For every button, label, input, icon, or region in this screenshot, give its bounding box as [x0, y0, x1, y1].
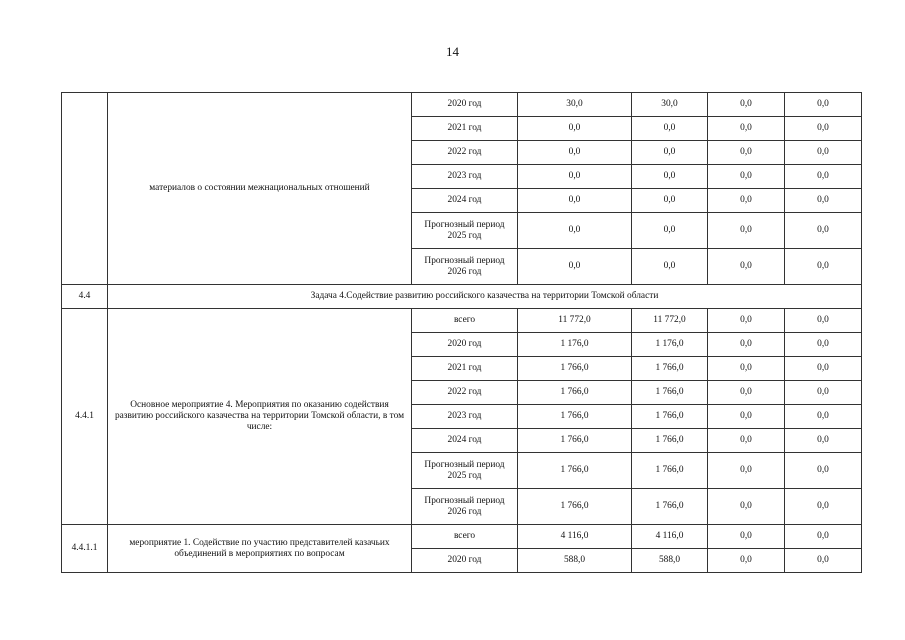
period-label: 2024 год [412, 429, 518, 453]
value-cell: 0,0 [632, 249, 708, 285]
table-row [62, 525, 862, 549]
value-cell: 0,0 [632, 117, 708, 141]
value-cell: 0,0 [785, 165, 862, 189]
value-cell: 0,0 [632, 165, 708, 189]
value-cell: 0,0 [632, 213, 708, 249]
task-row [62, 285, 862, 309]
value-cell: 0,0 [708, 249, 785, 285]
period-label: Прогнозный период 2026 год [412, 489, 518, 525]
value-cell: 0,0 [708, 141, 785, 165]
value-cell: 1 176,0 [518, 333, 632, 357]
value-cell: 1 176,0 [632, 333, 708, 357]
period-label: 2022 год [412, 141, 518, 165]
value-cell: 1 766,0 [632, 357, 708, 381]
table-row [62, 93, 862, 117]
value-cell: 0,0 [518, 141, 632, 165]
value-cell: 30,0 [632, 93, 708, 117]
period-label: Прогнозный период 2025 год [412, 453, 518, 489]
activity-name: материалов о состоянии межнациональных отношений [108, 93, 412, 285]
value-cell: 0,0 [785, 381, 862, 405]
value-cell: 1 766,0 [518, 381, 632, 405]
value-cell: 0,0 [518, 117, 632, 141]
activity-name: мероприятие 1. Содействие по участию представителей казачьих объединений в мероприятиях по вопросам [108, 525, 412, 573]
period-label: 2023 год [412, 405, 518, 429]
value-cell: 0,0 [785, 357, 862, 381]
value-cell: 1 766,0 [518, 489, 632, 525]
value-cell: 0,0 [708, 165, 785, 189]
value-cell: 1 766,0 [632, 381, 708, 405]
period-label: 2020 год [412, 333, 518, 357]
value-cell: 0,0 [708, 489, 785, 525]
value-cell: 0,0 [708, 357, 785, 381]
task-title: Задача 4.Содействие развитию российского казачества на территории Томской области [108, 285, 862, 309]
value-cell: 1 766,0 [632, 405, 708, 429]
value-cell: 0,0 [518, 213, 632, 249]
activity-name: Основное мероприятие 4. Мероприятия по оказанию содействия развитию российского казачества на территории Томской области, в том числе: [108, 309, 412, 525]
value-cell: 1 766,0 [518, 357, 632, 381]
value-cell: 0,0 [708, 429, 785, 453]
value-cell: 11 772,0 [518, 309, 632, 333]
value-cell: 0,0 [708, 453, 785, 489]
value-cell: 0,0 [785, 93, 862, 117]
value-cell: 0,0 [708, 189, 785, 213]
period-label: Прогнозный период 2026 год [412, 249, 518, 285]
value-cell: 588,0 [518, 549, 632, 573]
value-cell: 0,0 [708, 381, 785, 405]
value-cell: 0,0 [785, 405, 862, 429]
period-label: 2024 год [412, 189, 518, 213]
value-cell: 0,0 [785, 213, 862, 249]
value-cell: 1 766,0 [632, 489, 708, 525]
value-cell: 0,0 [708, 309, 785, 333]
row-code: 4.4.1.1 [62, 525, 108, 573]
value-cell: 0,0 [785, 141, 862, 165]
period-label: 2021 год [412, 117, 518, 141]
value-cell: 0,0 [518, 189, 632, 213]
value-cell: 0,0 [785, 309, 862, 333]
period-label: 2023 год [412, 165, 518, 189]
value-cell: 0,0 [785, 249, 862, 285]
budget-table [61, 92, 862, 573]
period-label: 2022 год [412, 381, 518, 405]
value-cell: 1 766,0 [632, 453, 708, 489]
value-cell: 0,0 [708, 549, 785, 573]
value-cell: 4 116,0 [632, 525, 708, 549]
value-cell: 0,0 [708, 525, 785, 549]
value-cell: 30,0 [518, 93, 632, 117]
value-cell: 0,0 [708, 117, 785, 141]
value-cell: 0,0 [632, 141, 708, 165]
value-cell: 0,0 [708, 405, 785, 429]
value-cell: 0,0 [785, 189, 862, 213]
value-cell: 0,0 [632, 189, 708, 213]
period-label: 2020 год [412, 93, 518, 117]
value-cell: 0,0 [785, 525, 862, 549]
value-cell: 0,0 [708, 93, 785, 117]
value-cell: 1 766,0 [518, 453, 632, 489]
value-cell: 4 116,0 [518, 525, 632, 549]
row-code: 4.4.1 [62, 309, 108, 525]
value-cell: 0,0 [785, 549, 862, 573]
row-code [62, 93, 108, 285]
value-cell: 0,0 [785, 489, 862, 525]
value-cell: 11 772,0 [632, 309, 708, 333]
value-cell: 0,0 [785, 117, 862, 141]
period-label: 2021 год [412, 357, 518, 381]
value-cell: 0,0 [518, 249, 632, 285]
value-cell: 0,0 [785, 333, 862, 357]
value-cell: 1 766,0 [518, 429, 632, 453]
period-label: всего [412, 309, 518, 333]
period-label: всего [412, 525, 518, 549]
value-cell: 1 766,0 [518, 405, 632, 429]
value-cell: 0,0 [785, 429, 862, 453]
value-cell: 1 766,0 [632, 429, 708, 453]
value-cell: 0,0 [708, 333, 785, 357]
period-label: Прогнозный период 2025 год [412, 213, 518, 249]
period-label: 2020 год [412, 549, 518, 573]
value-cell: 0,0 [518, 165, 632, 189]
value-cell: 0,0 [708, 213, 785, 249]
value-cell: 588,0 [632, 549, 708, 573]
table-row [62, 309, 862, 333]
page-number: 14 [446, 44, 459, 59]
value-cell: 0,0 [785, 453, 862, 489]
row-code: 4.4 [62, 285, 108, 309]
